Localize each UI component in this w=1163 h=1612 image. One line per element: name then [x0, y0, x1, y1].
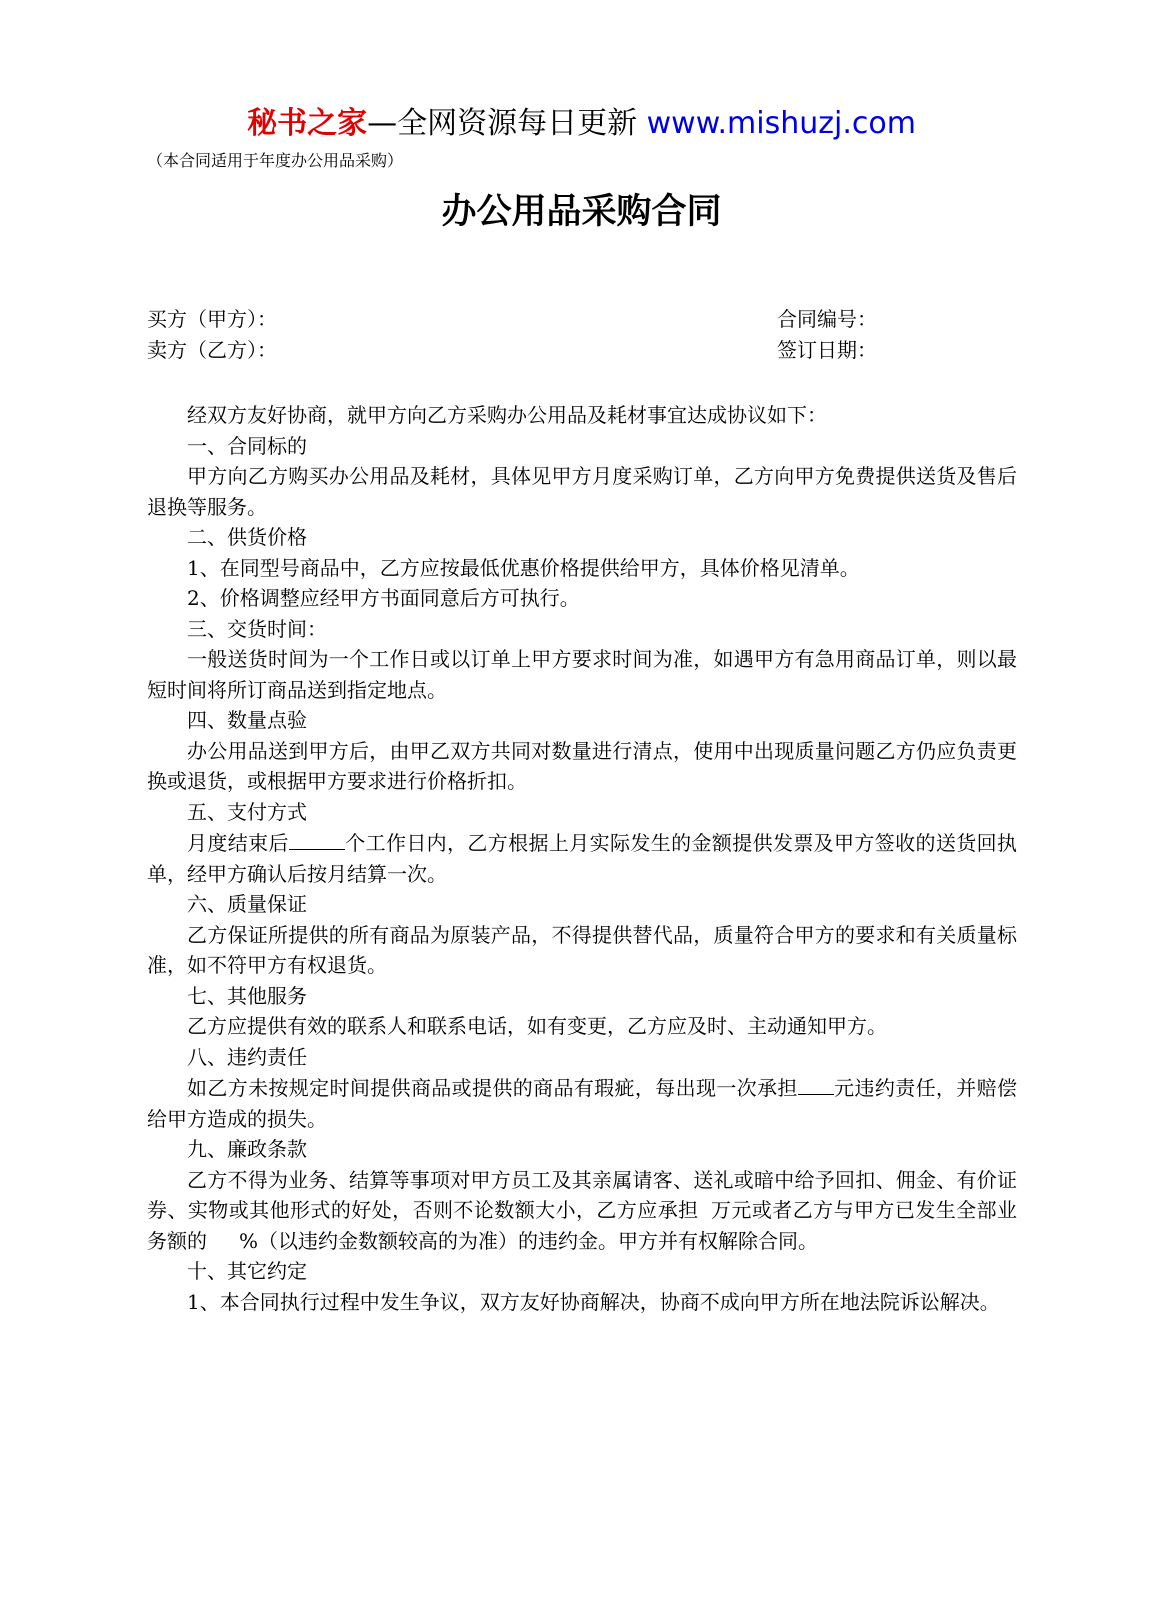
- seller-label: 卖方（乙方）：: [147, 338, 277, 362]
- section-heading-5: 五、支付方式: [187, 799, 307, 824]
- blank-line: [289, 827, 345, 850]
- seller-row: [147, 335, 1017, 365]
- sign-date-label: 签订日期：: [777, 338, 877, 362]
- section-text-5: [147, 827, 1017, 889]
- site-header: [0, 104, 1163, 144]
- section-text-4: 办公用品送到甲方后，由甲乙双方共同对数量进行清点，使用中出现质量问题乙方仍应负责更换或退货，或根据甲方要求进行价格折扣。: [147, 738, 1017, 793]
- section-text-5-part-b: 个工作日内，乙方根据上月实际发生的金额提供发票及甲方签收的送货回执单，经甲方确认后按月结算一次。: [147, 831, 1018, 886]
- site-url-link[interactable]: www.mishuzj.com: [646, 106, 916, 141]
- section-item-2-1: 1、在同型号商品中，乙方应按最低优惠价格提供给甲方，具体价格见清单。: [187, 555, 860, 580]
- section-text-9-part-c: %（以违约金数额较高的为准）的违约金。甲方并有权解除合同。: [239, 1228, 819, 1253]
- section-heading-3: 三、交货时间：: [187, 616, 327, 641]
- section-text-8: [147, 1072, 1017, 1134]
- section-item-10-1: 1、本合同执行过程中发生争议，双方友好协商解决，协商不成向甲方所在地法院诉讼解决。: [187, 1289, 1000, 1314]
- section-text-5-part-a: 月度结束后: [187, 831, 289, 855]
- section-text-3: 一般送货时间为一个工作日或以订单上甲方要求时间为准，如遇甲方有急用商品订单，则以最短时间将所订商品送到指定地点。: [147, 647, 1017, 702]
- contract-body: [147, 400, 1017, 1317]
- section-text-9: [147, 1165, 1017, 1257]
- intro-paragraph: 经双方友好协商，就甲方向乙方采购办公用品及耗材事宜达成协议如下：: [187, 403, 827, 427]
- blank-line: [798, 1072, 834, 1095]
- section-text-9-part-a: 乙方不得为业务、结算等事项对甲方员工及其亲属请客、送礼或暗中给予回扣、佣金、有价证券、实物或其他形式的好处，否则不论数额大小，乙方应承担: [147, 1167, 1017, 1222]
- section-text-8-part-a: 如乙方未按规定时间提供商品或提供的商品有瑕疵，每出现一次承担: [187, 1076, 798, 1100]
- section-heading-8: 八、违约责任: [187, 1044, 307, 1069]
- document-title: 办公用品采购合同: [441, 192, 722, 232]
- contract-number-label: 合同编号：: [777, 307, 877, 331]
- section-heading-1: 一、合同标的: [187, 433, 307, 458]
- section-heading-6: 六、质量保证: [187, 892, 307, 916]
- scope-note: （本合同适用于年度办公用品采购）: [147, 151, 404, 170]
- site-brand: 秘书之家: [247, 106, 368, 141]
- section-text-9-part-b: 万元或者乙方与甲方已发生全部业务额的: [147, 1198, 1018, 1253]
- section-heading-10: 十、其它约定: [187, 1259, 307, 1283]
- section-heading-7: 七、其他服务: [187, 983, 307, 1008]
- section-text-8-part-b: 元违约责任，并赔偿给甲方造成的损失。: [147, 1076, 1018, 1131]
- buyer-label: 买方（甲方）：: [147, 307, 277, 331]
- section-text-1: 甲方向乙方购买办公用品及耗材，具体见甲方月度采购订单，乙方向甲方免费提供送货及售后退换等服务。: [147, 464, 1017, 519]
- section-heading-2: 二、供货价格: [187, 525, 307, 549]
- section-item-2-2: 2、价格调整应经甲方书面同意后方可执行。: [187, 586, 580, 610]
- site-tagline: —全网资源每日更新: [367, 106, 638, 141]
- section-text-6: 乙方保证所提供的所有商品为原装产品，不得提供替代品，质量符合甲方的要求和有关质量标准，如不符甲方有权退货。: [147, 922, 1017, 977]
- section-heading-4: 四、数量点验: [187, 708, 307, 732]
- section-text-7: 乙方应提供有效的联系人和联系电话，如有变更，乙方应及时、主动通知甲方。: [187, 1014, 887, 1038]
- buyer-row: [147, 304, 1017, 334]
- section-heading-9: 九、廉政条款: [187, 1137, 307, 1161]
